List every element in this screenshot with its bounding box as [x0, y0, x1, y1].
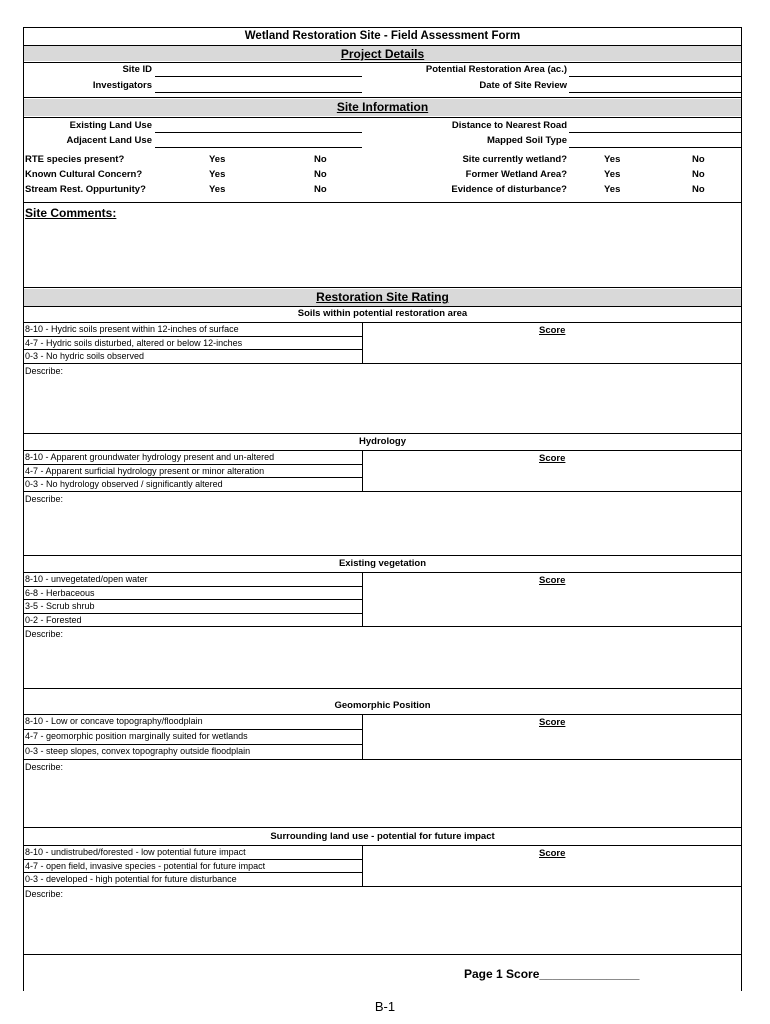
yes-option[interactable]: Yes — [209, 184, 226, 195]
site-id-field[interactable] — [155, 76, 362, 77]
site-comments-area[interactable] — [25, 222, 740, 284]
question-left-1: Known Cultural Concern? — [25, 169, 143, 180]
restoration-area-field[interactable] — [569, 76, 741, 77]
score-field[interactable] — [584, 848, 644, 860]
page-number: B-1 — [374, 999, 396, 1014]
criteria-item: 8-10 - undistrubed/forested - low potential future impact — [25, 847, 246, 857]
adjacent-land-use-field[interactable] — [155, 147, 362, 148]
criteria-item: 6-8 - Herbaceous — [25, 587, 95, 598]
criteria-item: 4-7 - geomorphic position marginally suited for wetlands — [25, 731, 248, 741]
score-label: Score — [539, 325, 566, 336]
score-label: Score — [539, 848, 566, 859]
date-review-field[interactable] — [569, 92, 741, 93]
criteria-item: 4-7 - open field, invasive species - potential for future impact — [25, 860, 266, 871]
score-label: Score — [539, 717, 566, 728]
existing-land-use-label: Existing Land Use — [69, 120, 152, 131]
no-option[interactable]: No — [314, 154, 327, 165]
project-details-heading: Project Details — [340, 47, 425, 61]
mapped-soil-field[interactable] — [569, 147, 741, 148]
describe-label: Describe: — [25, 493, 64, 504]
criteria-item: 8-10 - unvegetated/open water — [25, 574, 148, 584]
yes-option[interactable]: Yes — [209, 169, 226, 180]
criteria-item: 0-3 - No hydrology observed / significantly altered — [25, 479, 223, 489]
describe-field[interactable] — [25, 377, 740, 431]
score-label: Score — [539, 453, 566, 464]
rating-section-title: Soils within potential restoration area — [297, 308, 468, 319]
site-information-heading: Site Information — [336, 100, 429, 114]
criteria-item: 4-7 - Apparent surficial hydrology present or minor alteration — [25, 465, 265, 476]
date-review-label: Date of Site Review — [479, 80, 567, 91]
describe-label: Describe: — [25, 888, 64, 899]
score-field[interactable] — [584, 453, 644, 465]
yes-option[interactable]: Yes — [604, 169, 621, 180]
score-field[interactable] — [584, 575, 644, 587]
score-label: Score — [539, 575, 566, 586]
no-option[interactable]: No — [314, 184, 327, 195]
investigators-field[interactable] — [155, 92, 362, 93]
criteria-item: 0-3 - steep slopes, convex topography outside floodplain — [25, 746, 251, 756]
describe-field[interactable] — [25, 640, 740, 686]
mapped-soil-label: Mapped Soil Type — [486, 135, 567, 146]
distance-road-field[interactable] — [569, 132, 741, 133]
criteria-item: 4-7 - Hydric soils disturbed, altered or below 12-inches — [25, 337, 243, 348]
no-option[interactable]: No — [692, 169, 705, 180]
question-right-2: Evidence of disturbance? — [451, 184, 567, 195]
rating-section-title: Geomorphic Position — [334, 700, 431, 711]
restoration-rating-heading: Restoration Site Rating — [316, 290, 449, 304]
page-score[interactable]: Page 1 Score_______________ — [464, 967, 640, 981]
describe-field[interactable] — [25, 505, 740, 553]
rating-section-title: Hydrology — [359, 436, 406, 447]
criteria-item: 0-2 - Forested — [25, 614, 82, 625]
question-right-1: Former Wetland Area? — [465, 169, 567, 180]
no-option[interactable]: No — [692, 184, 705, 195]
site-comments-label: Site Comments: — [25, 206, 117, 220]
site-id-label: Site ID — [122, 64, 152, 75]
rating-section-title: Existing vegetation — [338, 558, 427, 569]
rating-section-title: Surrounding land use - potential for future impact — [270, 831, 495, 842]
criteria-item: 8-10 - Apparent groundwater hydrology present and un-altered — [25, 452, 275, 462]
adjacent-land-use-label: Adjacent Land Use — [66, 135, 152, 146]
criteria-item: 3-5 - Scrub shrub — [25, 601, 95, 611]
distance-road-label: Distance to Nearest Road — [451, 120, 567, 131]
question-left-0: RTE species present? — [25, 154, 125, 165]
no-option[interactable]: No — [692, 154, 705, 165]
yes-option[interactable]: Yes — [604, 154, 621, 165]
criteria-item: 8-10 - Hydric soils present within 12-inches of surface — [25, 324, 239, 334]
score-field[interactable] — [584, 325, 644, 337]
describe-field[interactable] — [25, 900, 740, 952]
score-field[interactable] — [584, 717, 644, 729]
investigators-label: Investigators — [92, 80, 152, 91]
criteria-item: 0-3 - No hydric soils observed — [25, 351, 145, 361]
no-option[interactable]: No — [314, 169, 327, 180]
yes-option[interactable]: Yes — [604, 184, 621, 195]
criteria-item: 0-3 - developed - high potential for future disturbance — [25, 874, 237, 884]
question-right-0: Site currently wetland? — [462, 154, 567, 165]
form-title: Wetland Restoration Site - Field Assessment Form — [244, 30, 521, 42]
criteria-item: 8-10 - Low or concave topography/floodplain — [25, 716, 203, 726]
describe-label: Describe: — [25, 762, 64, 772]
existing-land-use-field[interactable] — [155, 132, 362, 133]
assessment-form — [23, 27, 742, 991]
describe-label: Describe: — [25, 365, 64, 376]
question-left-2: Stream Rest. Oppurtunity? — [25, 184, 146, 195]
restoration-area-label: Potential Restoration Area (ac.) — [425, 64, 567, 75]
describe-label: Describe: — [25, 629, 64, 639]
yes-option[interactable]: Yes — [209, 154, 226, 165]
describe-field[interactable] — [25, 773, 740, 825]
